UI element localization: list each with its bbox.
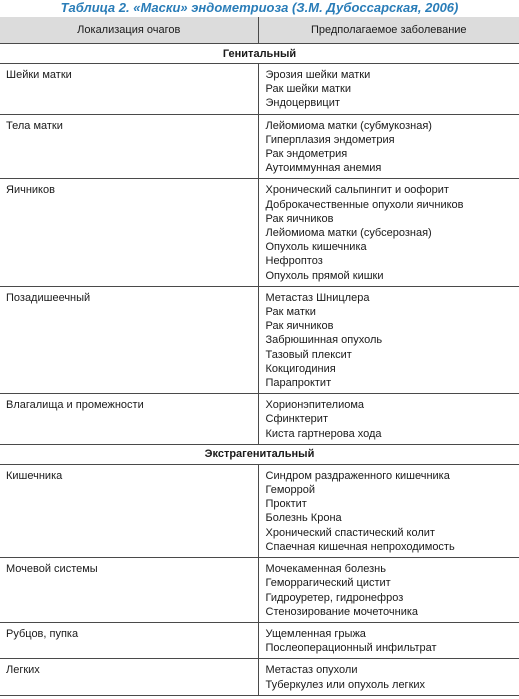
disease-item: Хорионэпителиома bbox=[265, 399, 365, 412]
disease-item: Рак шейки матки bbox=[265, 83, 351, 96]
disease-cell bbox=[258, 64, 519, 115]
location-cell: Позадишеечный bbox=[0, 286, 258, 393]
disease-item: Мочекаменная болезнь bbox=[265, 563, 386, 576]
disease-item: Послеоперационный инфильтрат bbox=[265, 642, 437, 655]
disease-item: Аутоиммунная анемия bbox=[265, 162, 382, 175]
table-row bbox=[0, 114, 519, 179]
section-title: Генитальный bbox=[0, 44, 519, 64]
header-location: Локализация очагов bbox=[0, 17, 258, 44]
disease-cell bbox=[258, 558, 519, 623]
section-title: Экстрагенитальный bbox=[0, 444, 519, 464]
location-cell: Мочевой системы bbox=[0, 558, 258, 623]
table-row bbox=[0, 64, 519, 115]
disease-item: Спаечная кишечная непроходимость bbox=[265, 540, 455, 553]
table-row bbox=[0, 464, 519, 557]
section-row bbox=[0, 444, 519, 464]
table-title: Таблица 2. «Маски» эндометриоза (З.М. Дубоссарская, 2006) bbox=[60, 0, 459, 15]
disease-item: Лейомиома матки (субмукозная) bbox=[265, 119, 432, 132]
header-disease: Предполагаемое заболевание bbox=[258, 17, 519, 44]
disease-item: Болезнь Крона bbox=[265, 512, 342, 525]
disease-item: Хронический спастический колит bbox=[265, 526, 435, 539]
disease-item: Хронический сальпингит и оофорит bbox=[265, 184, 449, 197]
disease-item: Рак матки bbox=[265, 306, 316, 319]
disease-item: Доброкачественные опухоли яичников bbox=[265, 198, 464, 211]
disease-cell bbox=[258, 394, 519, 445]
location-cell: Тела матки bbox=[0, 114, 258, 179]
disease-item: Опухоль кишечника bbox=[265, 241, 367, 254]
disease-item: Сфинктерит bbox=[265, 413, 328, 426]
disease-item: Кокцигодиния bbox=[265, 362, 336, 375]
location-cell: Влагалища и промежности bbox=[0, 394, 258, 445]
disease-item: Туберкулез или опухоль легких bbox=[265, 678, 426, 691]
disease-cell bbox=[258, 659, 519, 695]
disease-cell bbox=[258, 622, 519, 658]
disease-item: Геморрагический цистит bbox=[265, 577, 391, 590]
disease-item: Киста гартнерова хода bbox=[265, 427, 382, 440]
disease-cell bbox=[258, 114, 519, 179]
disease-item: Опухоль прямой кишки bbox=[265, 269, 384, 282]
disease-item: Нефроптоз bbox=[265, 255, 323, 268]
disease-item: Лейомиома матки (субсерозная) bbox=[265, 227, 432, 240]
location-cell: Легких bbox=[0, 659, 258, 695]
disease-item: Синдром раздраженного кишечника bbox=[265, 469, 450, 482]
disease-item: Рак яичников bbox=[265, 320, 334, 333]
location-cell: Кишечника bbox=[0, 464, 258, 557]
table-row bbox=[0, 659, 519, 695]
disease-item: Гидроуретер, гидронефроз bbox=[265, 591, 404, 604]
disease-item: Парапроктит bbox=[265, 377, 332, 390]
disease-cell bbox=[258, 464, 519, 557]
table-row bbox=[0, 286, 519, 393]
disease-item: Метастаз Шницлера bbox=[265, 291, 370, 304]
section-row bbox=[0, 44, 519, 64]
table-row bbox=[0, 179, 519, 286]
table-body bbox=[0, 44, 519, 696]
location-cell: Шейки матки bbox=[0, 64, 258, 115]
disease-item: Рак эндометрия bbox=[265, 148, 348, 161]
table-header-row bbox=[0, 17, 519, 44]
disease-cell bbox=[258, 286, 519, 393]
disease-item: Метастаз опухоли bbox=[265, 664, 358, 677]
disease-item: Тазовый плексит bbox=[265, 348, 352, 361]
disease-cell bbox=[258, 179, 519, 286]
disease-item: Эрозия шейки матки bbox=[265, 69, 371, 81]
table-row bbox=[0, 394, 519, 445]
disease-item: Ущемленная грыжа bbox=[265, 627, 366, 640]
disease-item: Гиперплазия эндометрия bbox=[265, 133, 395, 146]
disease-item: Стенозирование мочеточника bbox=[265, 605, 419, 618]
disease-item: Забрюшинная опухоль bbox=[265, 334, 383, 347]
disease-item: Геморрой bbox=[265, 484, 316, 497]
endometriosis-masks-table bbox=[0, 17, 519, 696]
disease-item: Рак яичников bbox=[265, 212, 334, 225]
table-row bbox=[0, 558, 519, 623]
location-cell: Яичников bbox=[0, 179, 258, 286]
table-row bbox=[0, 622, 519, 658]
disease-item: Проктит bbox=[265, 498, 307, 511]
disease-item: Эндоцервицит bbox=[265, 97, 340, 110]
location-cell: Рубцов, пупка bbox=[0, 622, 258, 658]
